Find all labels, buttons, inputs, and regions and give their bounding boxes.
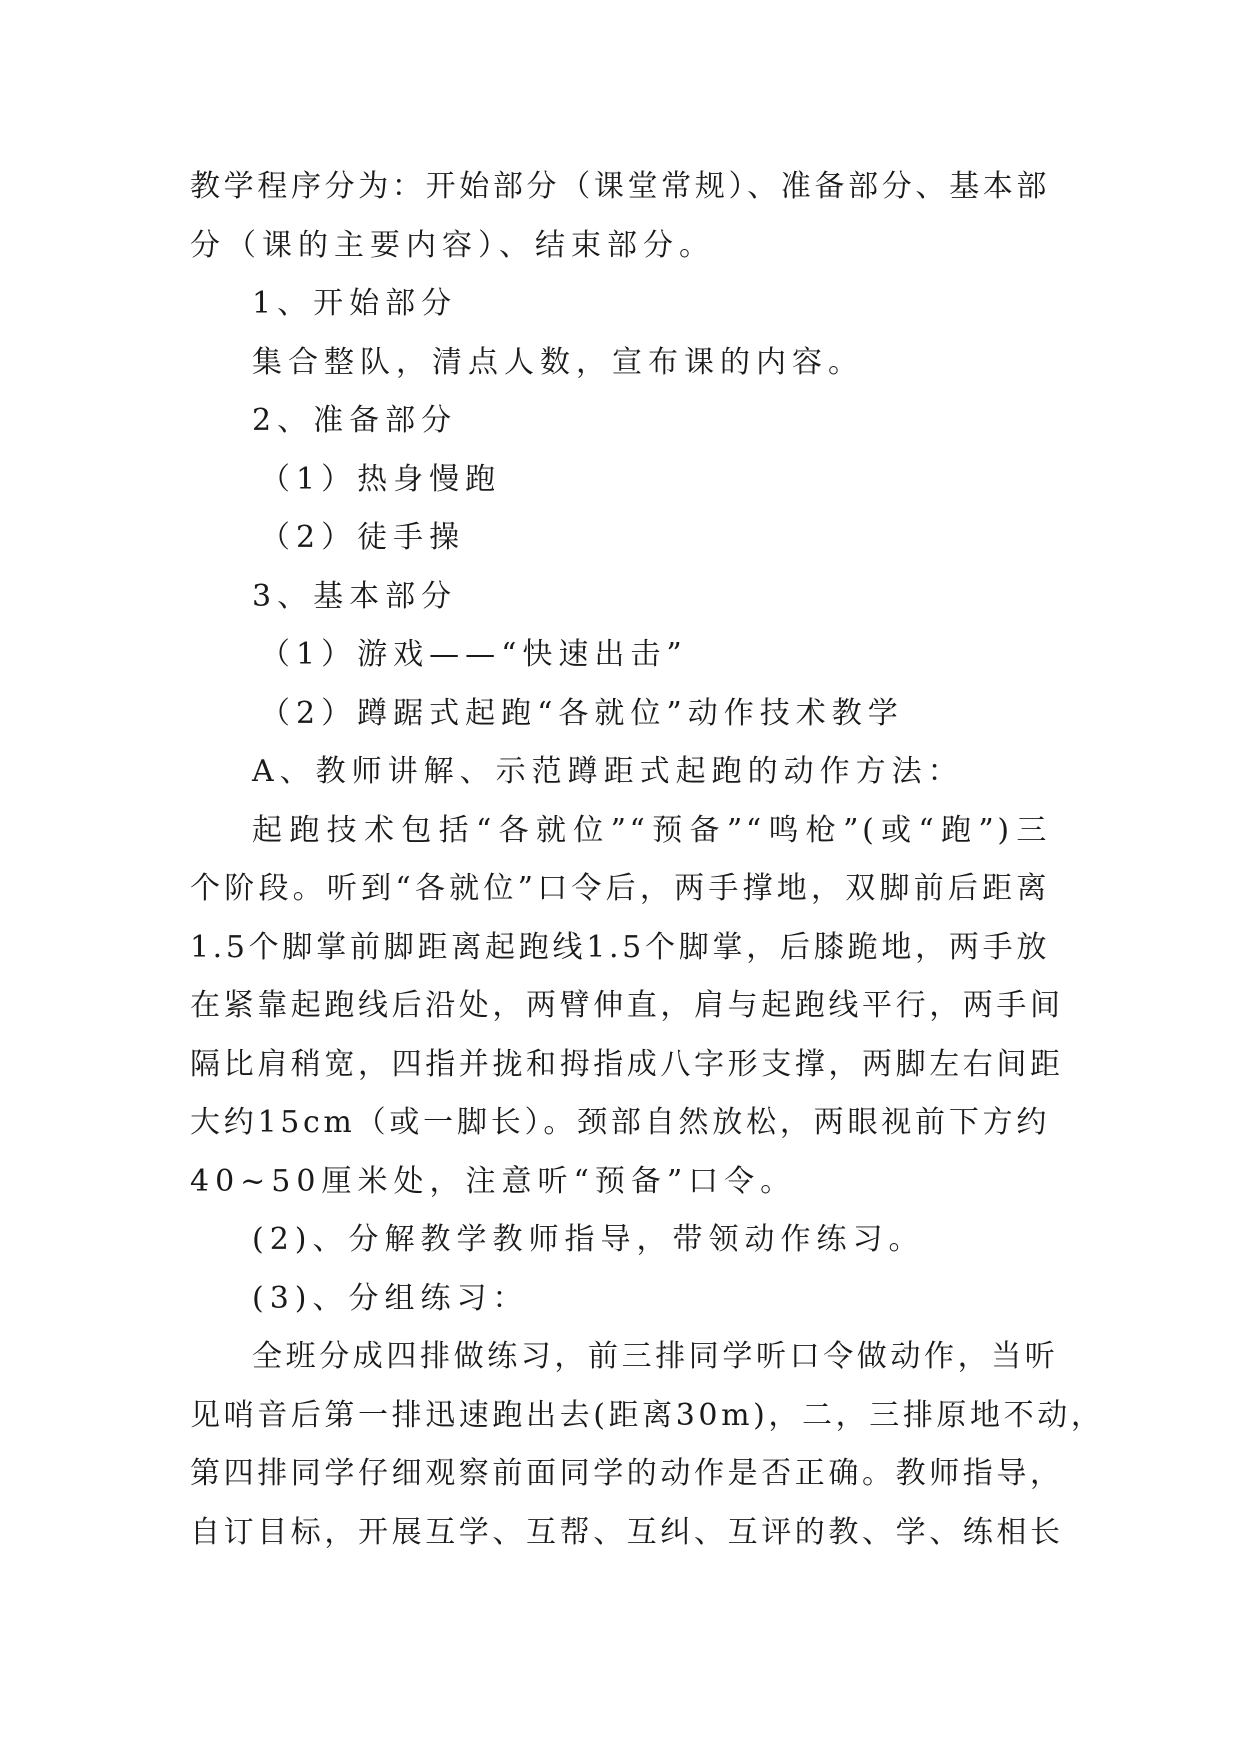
paragraph-line: (2)、分解教学教师指导，带领动作练习。: [252, 1222, 925, 1257]
list-item: （1）热身慢跑: [260, 461, 502, 497]
paragraph-line: 自订目标，开展互学、互帮、互纠、互评的教、学、练相长: [190, 1514, 1064, 1550]
section-heading: 1、开始部分: [252, 286, 458, 321]
list-item: （2）徒手操: [260, 520, 466, 555]
paragraph-line: 40~50厘米处，注意听“预备”口令。: [190, 1163, 797, 1199]
list-item: （1）游戏——“快速出击”: [260, 637, 688, 672]
paragraph-line: 全班分成四排做练习，前三排同学听口令做动作，当听: [252, 1339, 1059, 1374]
document-body: [190, 158, 1105, 1562]
paragraph-line: 起跑技术包括“各就位”“预备”“鸣枪”(或“跑”)三: [252, 812, 1050, 848]
paragraph-line: 大约15cm（或一脚长）。颈部自然放松，两眼视前下方约: [190, 1105, 1050, 1140]
paragraph-line: 第四排同学仔细观察前面同学的动作是否正确。教师指导，: [190, 1456, 1064, 1491]
paragraph-line: A、教师讲解、示范蹲距式起跑的动作方法：: [252, 754, 964, 789]
paragraph-line: 集合整队，清点人数，宣布课的内容。: [252, 344, 864, 380]
section-heading: 3、基本部分: [252, 578, 458, 614]
paragraph-line: 1.5个脚掌前脚距离起跑线1.5个脚掌，后膝跪地，两手放: [190, 929, 1050, 965]
paragraph-line: 见哨音后第一排迅速跑出去(距离30m)，二，三排原地不动，: [190, 1397, 1105, 1433]
paragraph-line: 分（课的主要内容）、结束部分。: [190, 227, 715, 263]
section-heading: 2、准备部分: [252, 403, 458, 438]
paragraph-line: 教学程序分为：开始部分（课堂常规）、准备部分、基本部: [190, 169, 1050, 204]
list-item: （2）蹲踞式起跑“各就位”动作技术教学: [260, 695, 904, 731]
paragraph-line: 隔比肩稍宽，四指并拢和拇指成八字形支撑，两脚左右间距: [190, 1046, 1064, 1082]
paragraph-line: 个阶段。听到“各就位”口令后，两手撑地，双脚前后距离: [190, 871, 1050, 906]
paragraph-line: (3)、分组练习：: [252, 1280, 529, 1316]
paragraph-line: 在紧靠起跑线后沿处，两臂伸直，肩与起跑线平行，两手间: [190, 988, 1064, 1023]
